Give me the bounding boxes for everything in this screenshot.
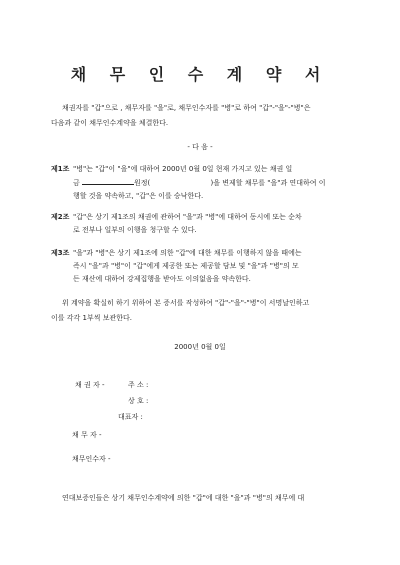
contract-date: 2000년 0월 0일 [174,343,226,351]
article-line: 로 전부나 일부의 이행을 청구할 수 있다. [73,226,197,234]
representative-label: 대표자 : [118,413,143,421]
article-2 [51,211,351,237]
article-number: 제1조 [51,165,70,173]
document-title: 채 무 인 수 계 약 서 [70,65,330,84]
article-number: 제2조 [51,213,70,221]
intro-line-2: 다음과 같이 채무인수계약을 체결한다. [51,119,169,127]
article-1 [51,163,351,203]
guarantor-text: 연대보증인들은 상기 채무인수계약에 의한 "갑"에 대한 "을"과 "병"의 채무에 대 [62,494,305,502]
intro-line-1: 채권자를 "갑"으로 , 채무자를 "을"로, 채무인수자를 "병"로 하여 "갑"-"을"-"병"은 [62,104,311,112]
amount-won: 원정( [134,179,151,187]
article-3 [51,247,351,286]
article-line: "갑"은 상기 제1조의 채권에 관하여 "을"과 "병"에 대하여 동시에 또는 순차 [73,213,302,221]
closing-line-2: 이를 각각 1부씩 보관한다. [51,314,132,322]
debtor-label: 채 무 자 - [72,431,102,439]
article-line: 행할 것을 약속하고, "갑"은 이를 승낙한다. [73,192,204,200]
amount-prefix: 금 [73,179,80,187]
amount-blank[interactable] [82,176,134,185]
amount-suffix: )을 변제할 채무를 "을"과 연대하여 이 [210,179,326,187]
article-line [51,176,351,190]
address-label: 주 소 : [128,381,149,389]
article-line: 즉시 "을"과 "병"이 "갑"에게 제공한 또는 제공할 담보 및 "을"과 "병"의 모 [73,262,299,270]
section-heading: - 다 음 - [187,143,213,151]
article-line: 든 재산에 대하여 강제집행을 받아도 이의없음을 약속한다. [73,275,251,283]
closing-line-1: 위 계약을 확실히 하기 위하여 본 증서를 작성하여 "갑"-"을"-"병"이 서명날인하고 [62,299,310,307]
company-label: 상 호 : [128,397,149,405]
assumer-label: 채무인수자 - [72,455,111,463]
creditor-label: 채 권 자 - [75,381,105,389]
article-line: "을"과 "병"은 상기 제1조에 의한 "갑"에 대한 채무를 이행하지 않을 때에는 [73,249,302,257]
article-line: "병"는 "갑"이 "을"에 대하여 2000년 0월 0일 현재 가지고 있는 채권 일 [73,165,293,173]
article-number: 제3조 [51,249,70,257]
